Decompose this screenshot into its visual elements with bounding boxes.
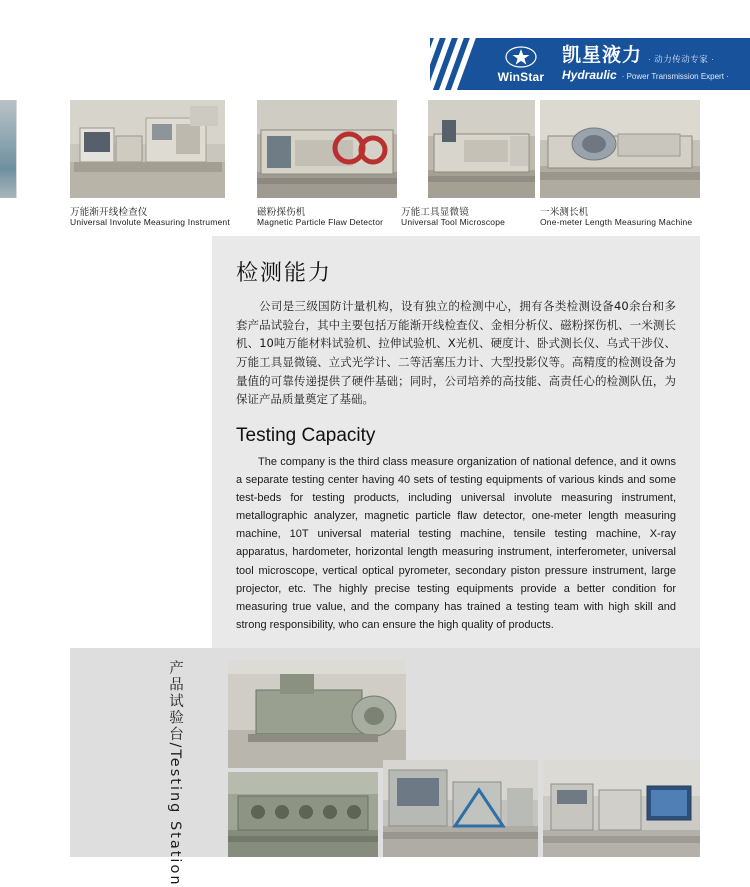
panel-title-cn: 检测能力 <box>236 261 333 286</box>
caption-cn-1: 万能渐开线检查仪 <box>70 207 148 218</box>
caption-en-1: Universal Involute Measuring Instrument <box>70 217 230 227</box>
panel-title-en: Testing Capacity <box>236 424 376 446</box>
header-stripes-decoration <box>430 38 490 90</box>
photo-one-meter-length-measuring-machine <box>540 100 700 198</box>
photo-magnetic-particle-flaw-detector <box>257 100 397 198</box>
header-banner <box>430 38 750 90</box>
panel-body-cn: 公司是三级国防计量机构，设有独立的检测中心，拥有各类检测设备40余台和多套产品试验台，其中主要包括万能渐开线检查仪、金相分析仪、磁粉探伤机、一米测长机、10吨万能材料试验机、拉伸试验机、X光机、硬度计、卧式测长仪、乌式干涉仪、万能工具显微镜、立式光学计、二等活塞压力计、大型投影仪等。高精度的检测设备为量值的可靠传递提供了硬件基础；同时，公司培养的高技能、高责任心的检测队伍，为保证产品质量奠定了基础。 <box>236 299 676 407</box>
photo-testing-station-4 <box>543 760 700 857</box>
photo-testing-station-1 <box>228 660 406 768</box>
photo-testing-station-2 <box>228 772 378 857</box>
caption-en-4: One-meter Length Measuring Machine <box>540 217 693 227</box>
caption-cn-3: 万能工具显微镜 <box>401 207 469 218</box>
winstar-emblem-icon <box>504 45 538 69</box>
caption-en-3: Universal Tool Microscope <box>401 217 506 227</box>
testing-capacity-panel <box>212 236 700 648</box>
brand-name-cn: 凯星液力 <box>562 44 643 66</box>
brand-tagline-en: · Power Transmission Expert · <box>621 71 729 81</box>
brand-name-en: Hydraulic <box>562 67 617 82</box>
brand-block <box>562 46 729 82</box>
photo-universal-tool-microscope <box>428 100 535 198</box>
photo-universal-involute-measuring-instrument <box>70 100 225 198</box>
caption-cn-2: 磁粉探伤机 <box>257 207 306 218</box>
brand-tagline-cn: · 动力传动专家 · <box>648 53 715 64</box>
caption-cn-4: 一米测长机 <box>540 207 589 218</box>
caption-en-2: Magnetic Particle Flaw Detector <box>257 217 384 227</box>
photo-testing-station-3 <box>383 760 538 857</box>
panel-body-en: The company is the third class measure organization of national defence, and it owns a separate testing center having 40 sets of testing equipments of various kinds and some test-beds for testing products, including universal involute measuring instrument, metallographic analyzer, magnetic particle flaw detector, one-meter length measuring machine, 10T universal material testing machine, tensile testing machine, X-ray apparatus, hardometer, horizontal length measuring instrument, interferometer, universal tool microscope, vertical optical pyrometer, secondary piston pressure instrument, large projector, etc. The highly precise testing equipments provide a better condition for measuring true value, and the company has trained a testing team with high skill and strong responsibility, who can ensure the high quality of products. <box>236 455 676 632</box>
company-logo <box>488 45 554 84</box>
logo-wordmark: WinStar <box>497 69 545 84</box>
testing-station-label: 产品试验台/Testing Station <box>167 660 183 887</box>
left-edge-photo-fragment <box>0 100 17 198</box>
